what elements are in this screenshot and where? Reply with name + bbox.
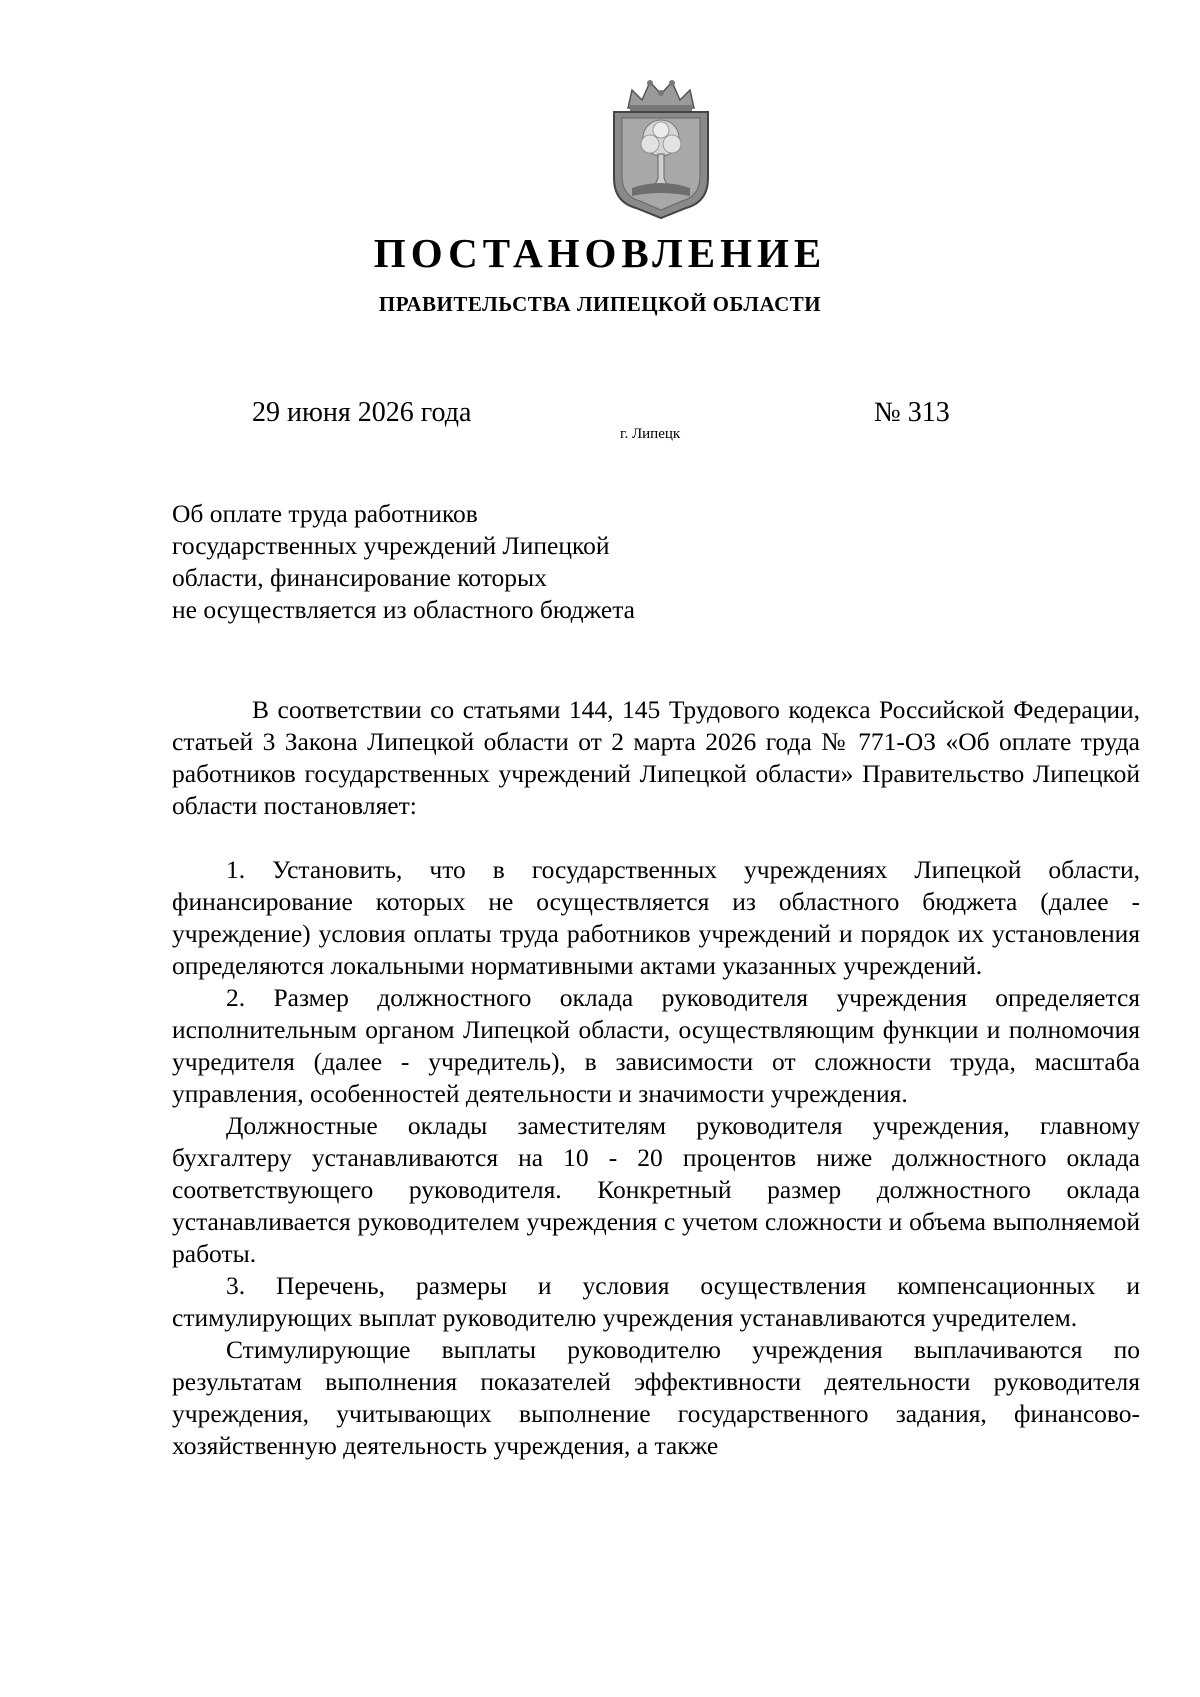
body-paragraph: Должностные оклады заместителям руководителя учреждения, главному бухгалтеру устанавливаются на 10 - 20 процентов ниже должностного оклада соответствующего руководителя. Конкретный размер должностного оклада устанавливается руководителем учреждения с учетом сложности и объема выполняемой работы. (172, 1111, 1140, 1268)
coat-of-arms-emblem (608, 78, 714, 222)
subject-line: Об оплате труда работников (172, 499, 478, 528)
subject-line: области, финансирование которых (172, 563, 547, 592)
document-city: г. Липецк (620, 426, 681, 442)
subject-line: государственных учреждений Липецкой (172, 531, 610, 560)
body-paragraph: Стимулирующие выплаты руководителю учреждения выплачиваются по результатам выполнения показателей эффективности деятельности руководителя учреждения, учитывающих выполнение государственного задания, финансово-хозяйственную деятельность учреждения, а также (172, 1335, 1140, 1460)
document-number: № 313 (874, 397, 950, 428)
document-date: 29 июня 2026 года (252, 397, 472, 428)
body-paragraph: 3. Перечень, размеры и условия осуществления компенсационных и стимулирующих выплат руководителю учреждения устанавливаются учредителем. (172, 1271, 1140, 1332)
body-paragraph: 1. Установить, что в государственных учреждениях Липецкой области, финансирование которых не осуществляется из областного бюджета (далее - учреждение) условия оплаты труда работников учреждений и порядок их установления определяются локальными нормативными актами указанных учреждений. (172, 855, 1140, 980)
issuing-authority: ПРАВИТЕЛЬСТВА ЛИПЕЦКОЙ ОБЛАСТИ (378, 292, 822, 316)
body-paragraph: 2. Размер должностного оклада руководителя учреждения определяется исполнительным органом Липецкой области, осуществляющим функции и полномочия учредителя (далее - учредитель), в зависимости от сложности труда, масштаба управления, особенностей деятельности и значимости учреждения. (172, 983, 1140, 1108)
subject-line: не осуществляется из областного бюджета (172, 595, 635, 624)
document-type-title: ПОСТАНОВЛЕНИЕ (373, 230, 827, 276)
preamble-paragraph: В соответствии со статьями 144, 145 Трудового кодекса Российской Федерации, статьей 3 Закона Липецкой области от 2 марта 2026 года № 771-ОЗ «Об оплате труда работников государственных учреждений Липецкой области» Правительство Липецкой области постановляет: (172, 695, 1140, 820)
document-subject (172, 498, 635, 626)
document-body (172, 694, 1140, 1462)
